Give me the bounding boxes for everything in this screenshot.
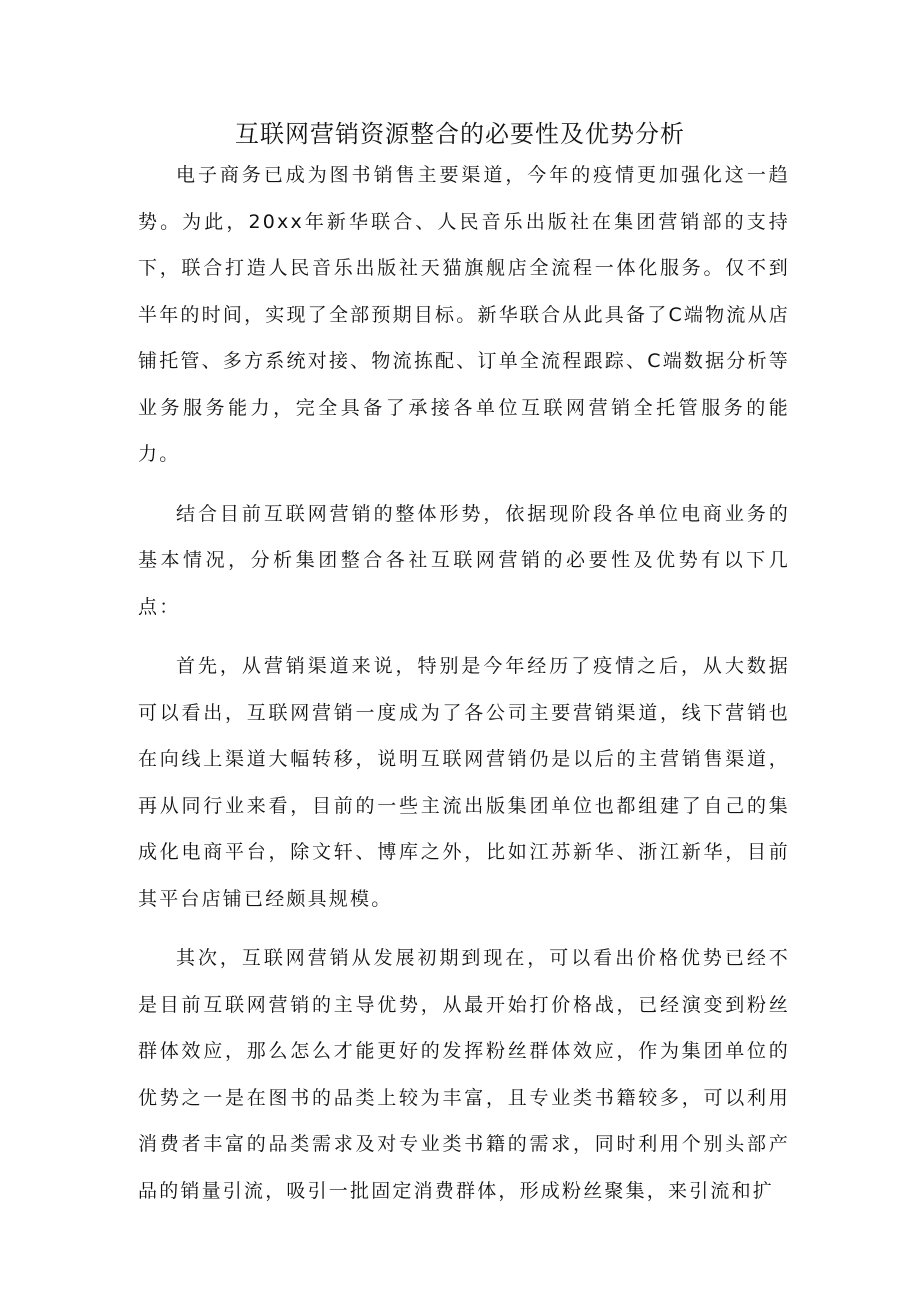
paragraph-3: 首先，从营销渠道来说，特别是今年经历了疫情之后，从大数据可以看出，互联网营销一度成为了各公司主要营销渠道，线下营销也在向线上渠道大幅转移，说明互联网营销仍是以后的主营销售渠道，再从同行业来看，目前的一些主流出版集团单位也都组建了自己的集成化电商平台，除文轩、博库之外，比如江苏新华、浙江新华，目前其平台店铺已经颇具规模。 <box>138 655 790 910</box>
document-body <box>138 152 790 1214</box>
document-title: 互联网营销资源整合的必要性及优势分析 <box>235 120 685 148</box>
paragraph-1: 电子商务已成为图书销售主要渠道，今年的疫情更加强化这一趋势。为此，20xx年新华联合、人民音乐出版社在集团营销部的支持下，联合打造人民音乐出版社天猫旗舰店全流程一体化服务。仅不到半年的时间，实现了全部预期目标。新华联合从此具备了C端物流从店铺托管、多方系统对接、物流拣配、订单全流程跟踪、C端数据分析等业务服务能力，完全具备了承接各单位互联网营销全托管服务的能力。 <box>138 164 790 465</box>
paragraph-2: 结合目前互联网营销的整体形势，依据现阶段各单位电商业务的基本情况，分析集团整合各社互联网营销的必要性及优势有以下几点： <box>138 502 790 618</box>
paragraph-4: 其次，互联网营销从发展初期到现在，可以看出价格优势已经不是目前互联网营销的主导优势，从最开始打价格战，已经演变到粉丝群体效应，那么怎么才能更好的发挥粉丝群体效应，作为集团单位的优势之一是在图书的品类上较为丰富，且专业类书籍较多，可以利用消费者丰富的品类需求及对专业类书籍的需求，同时利用个别头部产品的销量引流，吸引一批固定消费群体，形成粉丝聚集，来引流和扩 <box>138 947 790 1202</box>
